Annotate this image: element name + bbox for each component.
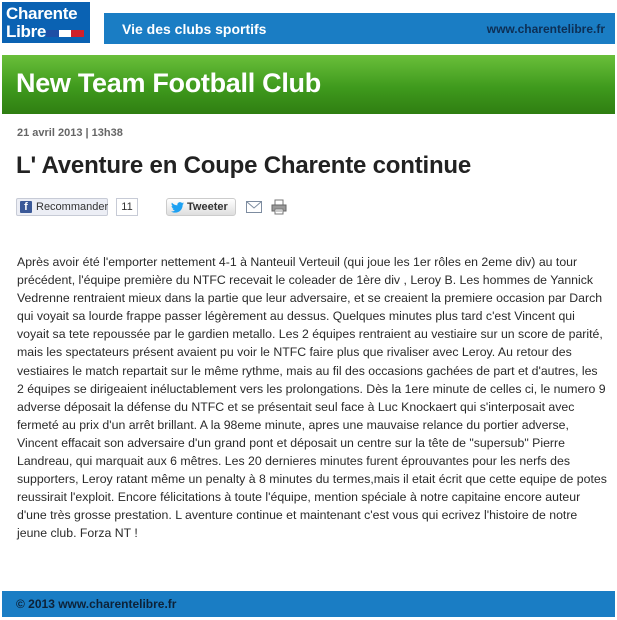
flag-icon bbox=[46, 30, 84, 37]
section-title[interactable]: Vie des clubs sportifs bbox=[122, 21, 267, 37]
article-date: 21 avril 2013 | 13h38 bbox=[17, 127, 123, 139]
facebook-recommend-label: Recommander bbox=[36, 201, 109, 213]
charente-libre-logo[interactable] bbox=[2, 2, 90, 43]
section-header-bar bbox=[104, 13, 615, 44]
tweet-label: Tweeter bbox=[187, 201, 228, 213]
club-name: New Team Football Club bbox=[16, 68, 321, 98]
facebook-recommend-count: 11 bbox=[116, 198, 138, 216]
footer-copyright: © 2013 www.charentelibre.fr bbox=[16, 597, 177, 611]
club-banner bbox=[2, 55, 615, 114]
footer-bar bbox=[2, 591, 615, 617]
share-toolbar bbox=[16, 198, 316, 218]
print-icon[interactable] bbox=[271, 199, 287, 215]
facebook-recommend-button[interactable] bbox=[16, 198, 108, 216]
site-url-link[interactable]: www.charentelibre.fr bbox=[486, 22, 605, 36]
logo-text-line2: Libre bbox=[6, 22, 47, 41]
facebook-icon: f bbox=[20, 201, 32, 213]
logo-text-line1: Charente bbox=[6, 4, 78, 23]
tweet-button[interactable] bbox=[166, 198, 236, 216]
article-title: L' Aventure en Coupe Charente continue bbox=[16, 152, 472, 179]
article-body: Après avoir été l'emporter nettement 4-1 à Nanteuil Verteuil (qui joue les 1er rôles en 2eme div) au tour précédent, l'équipe première du NTFC recevait le coleader de 1ère div , Leroy B. Les hommes de Yannick Vedrenne rentraient mieux dans la partie que leur adversaire, et se creaient la premiere occasion par Darch qui voyait sa lourde frappe passer légèrement au dessus. Quelques minutes plus tard c'est Vincent qui voyait sa tete repoussée par le gardien metallo. Les 2 équipes rentraient au vestiaire sur un score de parité, mais les spectateurs présent avaient pu voir le NTFC faire plus que rivaliser avec Leroy. Au retour des vestiaires le match repartait sur le même rythme, mais au fil des occasions gachées de part et d'autres, les 2 équipes se dirigeaient inéluctablement vers les prolongations. Dès la 1ere minute de celles ci, le numero 9 adverse déposait la défense du NTFC et se présentait seul face à Luc Knockaert qui s'interposait avec fermeté au prix d'un arrêt brillant. A la 98eme minute, apres une mauvaise relance du portier adverse, Vincent effacait son adversaire d'un grand pont et déposait un centre sur la tête de "supersub" Pierre Landreau, qui marquait aux 6 mêtres. Les 20 dernieres minutes furent éprouvantes pour les nerfs des supporters, Leroy ratant même un penalty à 8 minutes du termes,mais il etait écrit que cette equipe de potes reussirait l'exploit. Encore félicitations à toute l'équipe, mention spéciale à notre capitaine encore auteur d'une très grosse prestation. L aventure continue et maintenant c'est vous qui ecrivez l'histoire de notre jeune club. Forza NT ! bbox=[17, 255, 607, 541]
twitter-bird-icon bbox=[171, 202, 184, 213]
mail-icon[interactable] bbox=[246, 201, 262, 213]
